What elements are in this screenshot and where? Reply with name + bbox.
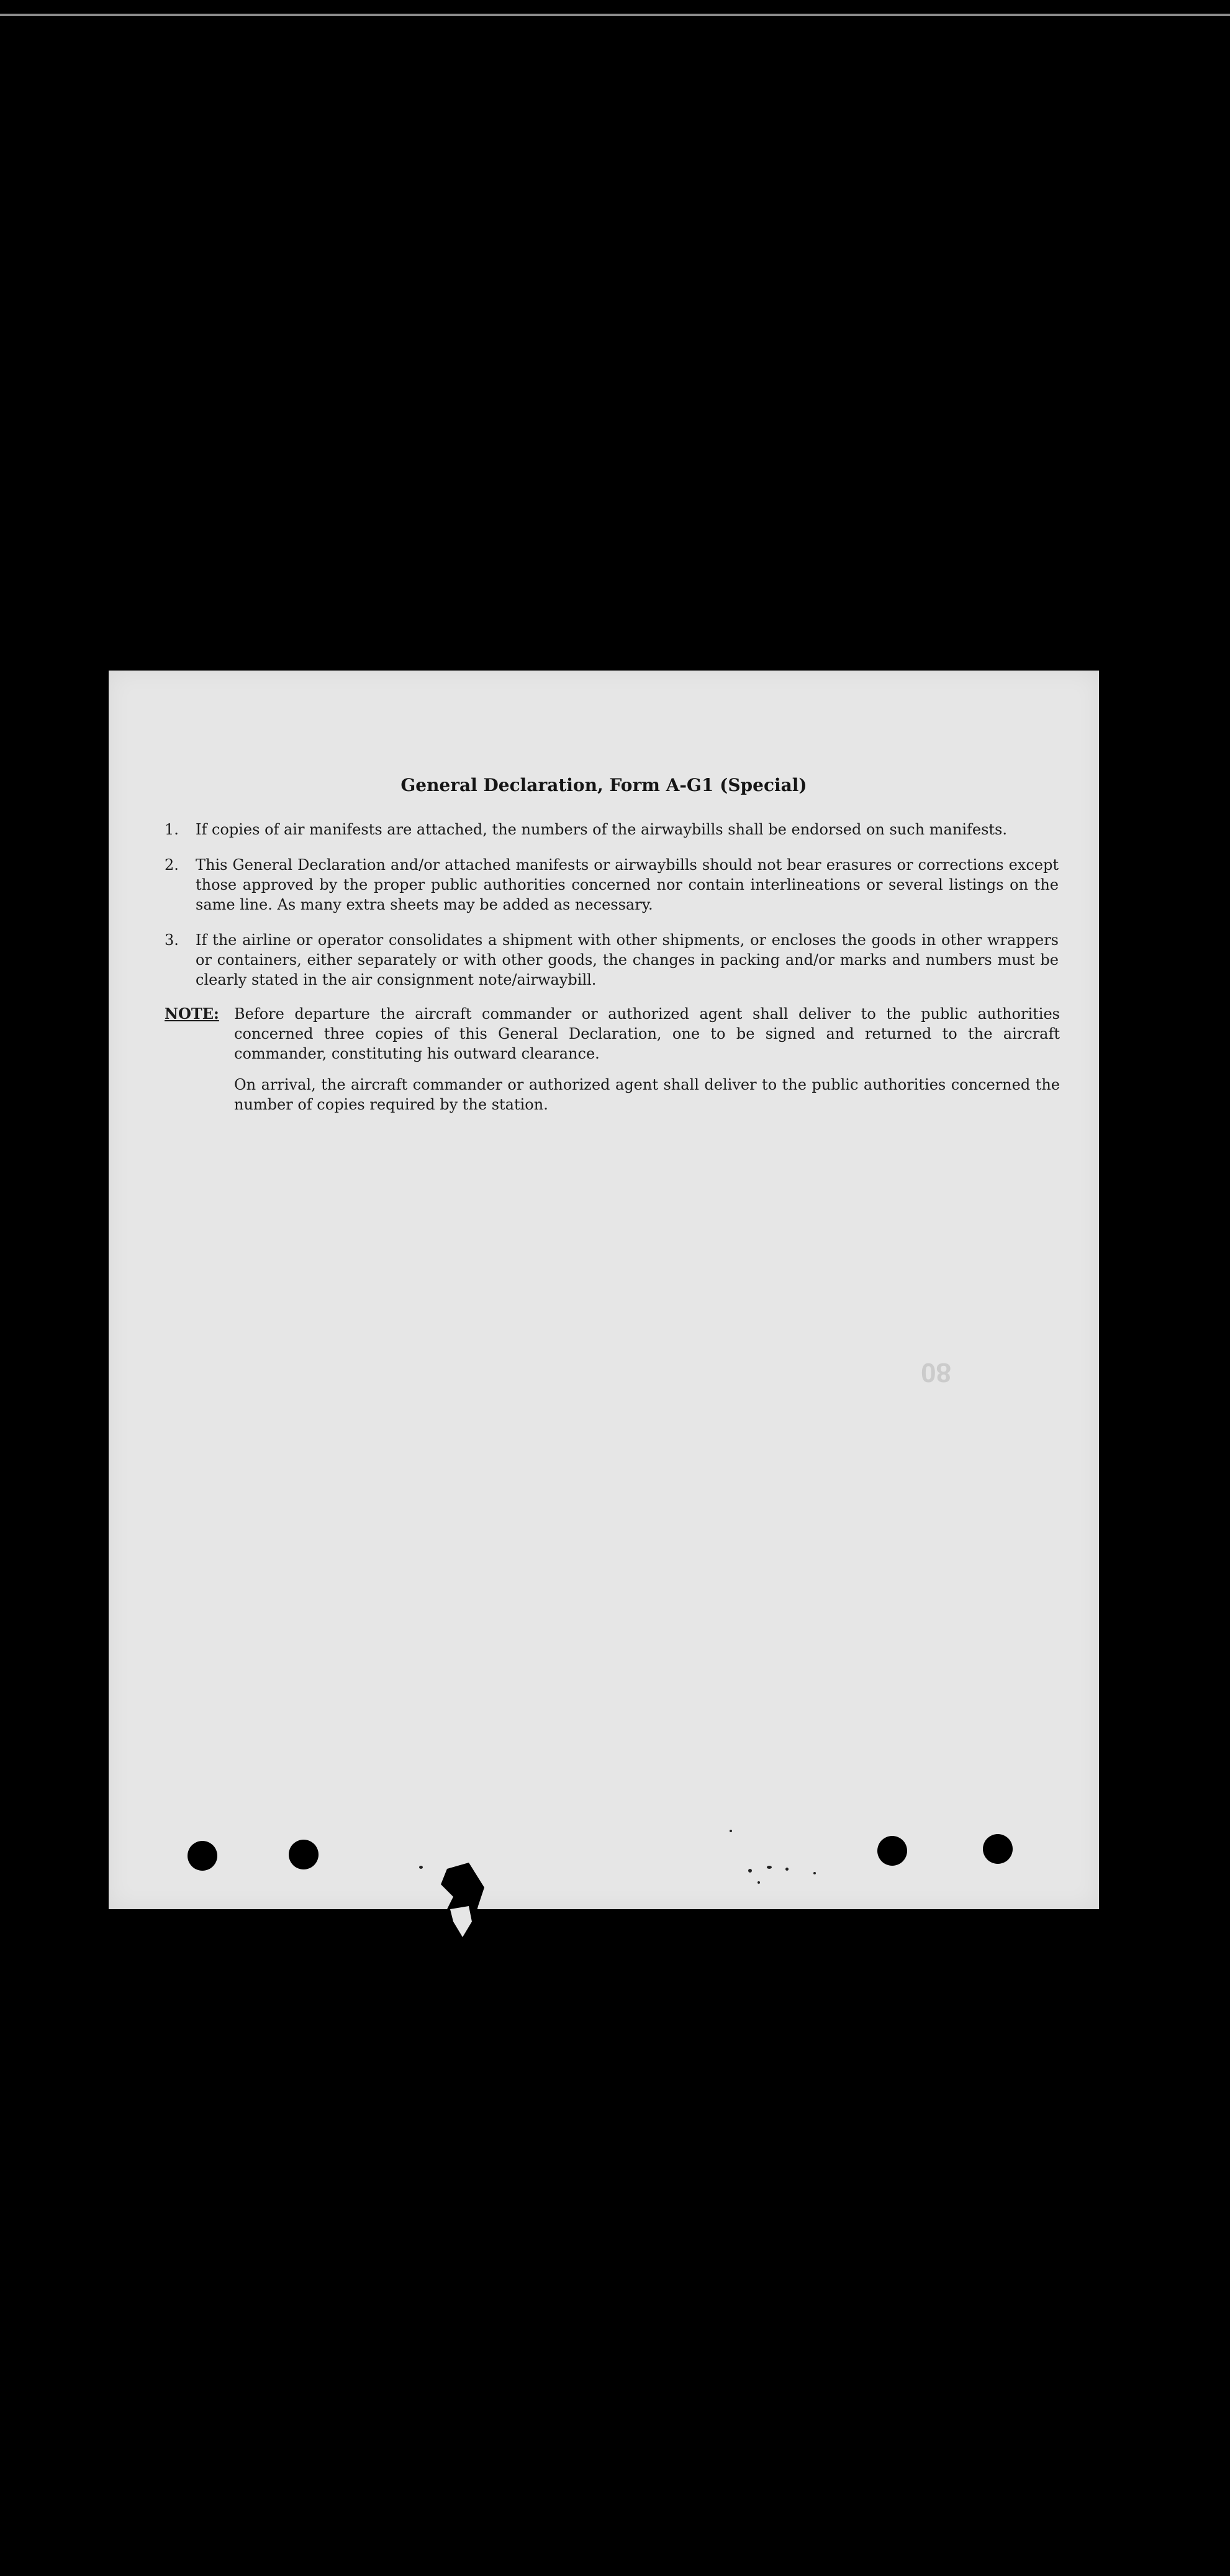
item-text: If copies of air manifests are attached, the numbers of the airwaybills shall be endorsed on such manifests. bbox=[196, 821, 1007, 838]
note-label: NOTE: bbox=[165, 1005, 219, 1023]
note-paragraph-1: Before departure the aircraft commander or authorized agent shall deliver to the public authorities concerned three copies of this General Declaration, one to be signed and returned to the aircraft commander, constituting his outward clearance. bbox=[234, 1005, 1060, 1062]
ink-speck bbox=[757, 1881, 760, 1884]
ink-speck bbox=[419, 1866, 423, 1869]
punch-hole bbox=[877, 1836, 907, 1866]
ink-speck bbox=[813, 1872, 816, 1874]
instruction-item-2 bbox=[165, 855, 1065, 915]
scan-border-line bbox=[0, 14, 1230, 16]
item-text: If the airline or operator consolidates a shipment with other shipments, or encloses the goods in other wrappers or containers, either separately or with other goods, the changes in packing and/or marks and numbers must be clearly stated in the air consignment note/airwaybill. bbox=[196, 931, 1059, 988]
ink-speck bbox=[785, 1868, 789, 1871]
document-title: General Declaration, Form A-G1 (Special) bbox=[400, 775, 807, 795]
item-text: This General Declaration and/or attached manifests or airwaybills should not bear erasures or corrections except those approved by the proper public authorities concerned nor contain interlineations or several listings on the same line. As many extra sheets may be added as necessary. bbox=[196, 856, 1059, 913]
punch-hole bbox=[983, 1834, 1013, 1864]
note-section bbox=[165, 1004, 1065, 1114]
item-number: 1. bbox=[165, 821, 179, 838]
ink-speck bbox=[730, 1830, 732, 1832]
note-paragraph-2: On arrival, the aircraft commander or authorized agent shall deliver to the public authorities concerned the number of copies required by the station. bbox=[234, 1076, 1060, 1113]
torn-paper-fragment bbox=[435, 1863, 491, 1943]
ink-speck bbox=[767, 1866, 772, 1869]
item-number: 3. bbox=[165, 931, 179, 949]
instruction-item-3 bbox=[165, 930, 1065, 990]
instruction-item-1 bbox=[165, 820, 1065, 839]
punch-hole bbox=[289, 1840, 319, 1869]
show-through-number: 80 bbox=[921, 1357, 951, 1388]
ink-speck bbox=[748, 1869, 752, 1873]
punch-hole bbox=[188, 1841, 217, 1871]
document-page bbox=[109, 671, 1099, 1909]
item-number: 2. bbox=[165, 856, 179, 874]
